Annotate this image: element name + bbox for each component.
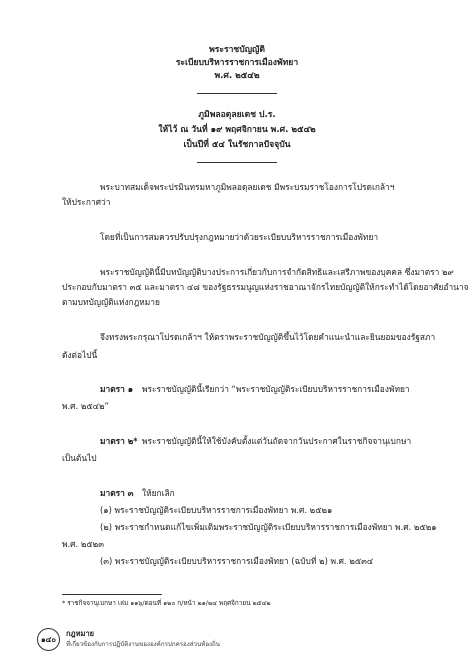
reign-year: เป็นปีที่ ๕๔ ในรัชกาลปัจจุบัน xyxy=(183,140,291,150)
preamble-line: ดังต่อไปนี้ xyxy=(62,350,98,360)
section-text: เป็นต้นไป xyxy=(62,453,97,463)
footnote-divider xyxy=(62,594,162,595)
page-number: ๑๔๐ xyxy=(40,634,56,644)
act-title: พระราชบัญญัติ xyxy=(209,45,265,55)
list-item: (๒) พระราชกำหนดแก้ไขเพิ่มเติมพระราชบัญญัติระเบียบบริหารราชการเมืองพัทยา พ.ศ. ๒๕๒๑ xyxy=(100,522,437,532)
act-subtitle: ระเบียบบริหารราชการเมืองพัทยา xyxy=(175,58,299,68)
section-text: พระราชบัญญัตินี้เรียกว่า “พระราชบัญญัติระเบียบบริหารราชการเมืองพัทยา xyxy=(142,384,410,394)
section-label: มาตรา ๑ xyxy=(100,384,134,394)
preamble-line: ประกอบกับมาตรา ๓๕ และมาตรา ๔๘ ของรัฐธรรมนูญแห่งราชอาณาจักรไทยบัญญัติให้กระทำได้โดยอาศัยอำนาจ xyxy=(62,282,469,292)
section-label: มาตรา ๓ xyxy=(100,488,134,498)
header-divider-2 xyxy=(197,162,277,163)
preamble-line: จึงทรงพระกรุณาโปรดเกล้าฯ ให้ตราพระราชบัญญัติขึ้นไว้โดยคำแนะนำและยินยอมของรัฐสภา xyxy=(100,332,436,342)
list-item: (๓) พระราชบัญญัติระเบียบบริหารราชการเมืองพัทยา (ฉบับที่ ๒) พ.ศ. ๒๕๓๔ xyxy=(100,556,374,566)
preamble-line: พระราชบัญญัตินี้มีบทบัญญัติบางประการเกี่ยวกับการจำกัดสิทธิและเสรีภาพของบุคคล ซึ่งมาตรา ๒๙ xyxy=(100,267,454,277)
section-text: พระราชบัญญัตินี้ให้ใช้บังคับตั้งแต่วันถัดจากวันประกาศในราชกิจจานุเบกษา xyxy=(142,436,412,446)
section-label: มาตรา ๒* xyxy=(100,436,138,446)
publication-label: กฎหมาย xyxy=(66,629,95,638)
given-date: ให้ไว้ ณ วันที่ ๑๙ พฤศจิกายน พ.ศ. ๒๕๔๒ xyxy=(158,125,316,135)
page-number-badge xyxy=(37,628,60,651)
list-item: พ.ศ. ๒๕๒๓ xyxy=(62,539,104,549)
list-item: (๑) พระราชบัญญัติระเบียบบริหารราชการเมืองพัทยา พ.ศ. ๒๕๒๑ xyxy=(100,505,333,515)
preamble-line: ตามบทบัญญัติแห่งกฎหมาย xyxy=(62,297,160,307)
footnote: * ราชกิจจานุเบกษา เล่ม ๑๑๖/ตอนที่ ๑๒๐ ก/หน้า ๒๑/๒๔ พฤศจิกายน ๒๕๔๒ xyxy=(62,599,271,607)
preamble-line: โดยที่เป็นการสมควรปรับปรุงกฎหมายว่าด้วยระเบียบบริหารราชการเมืองพัทยา xyxy=(100,232,379,242)
publication-sublabel: ที่เกี่ยวข้องกับการปฏิบัติงานขององค์กรปกครองส่วนท้องถิ่น xyxy=(66,641,221,648)
act-year: พ.ศ. ๒๕๔๒ xyxy=(214,71,260,81)
king-name: ภูมิพลอดุลยเดช ป.ร. xyxy=(198,110,276,120)
section-text: ให้ยกเลิก xyxy=(142,488,175,498)
header-divider xyxy=(197,93,277,94)
preamble-line: ให้ประกาศว่า xyxy=(62,197,111,207)
preamble-line: พระบาทสมเด็จพระปรมินทรมหาภูมิพลอดุลยเดช มีพระบรมราชโองการโปรดเกล้าฯ xyxy=(100,182,395,192)
section-text: พ.ศ. ๒๕๔๒” xyxy=(62,401,109,411)
